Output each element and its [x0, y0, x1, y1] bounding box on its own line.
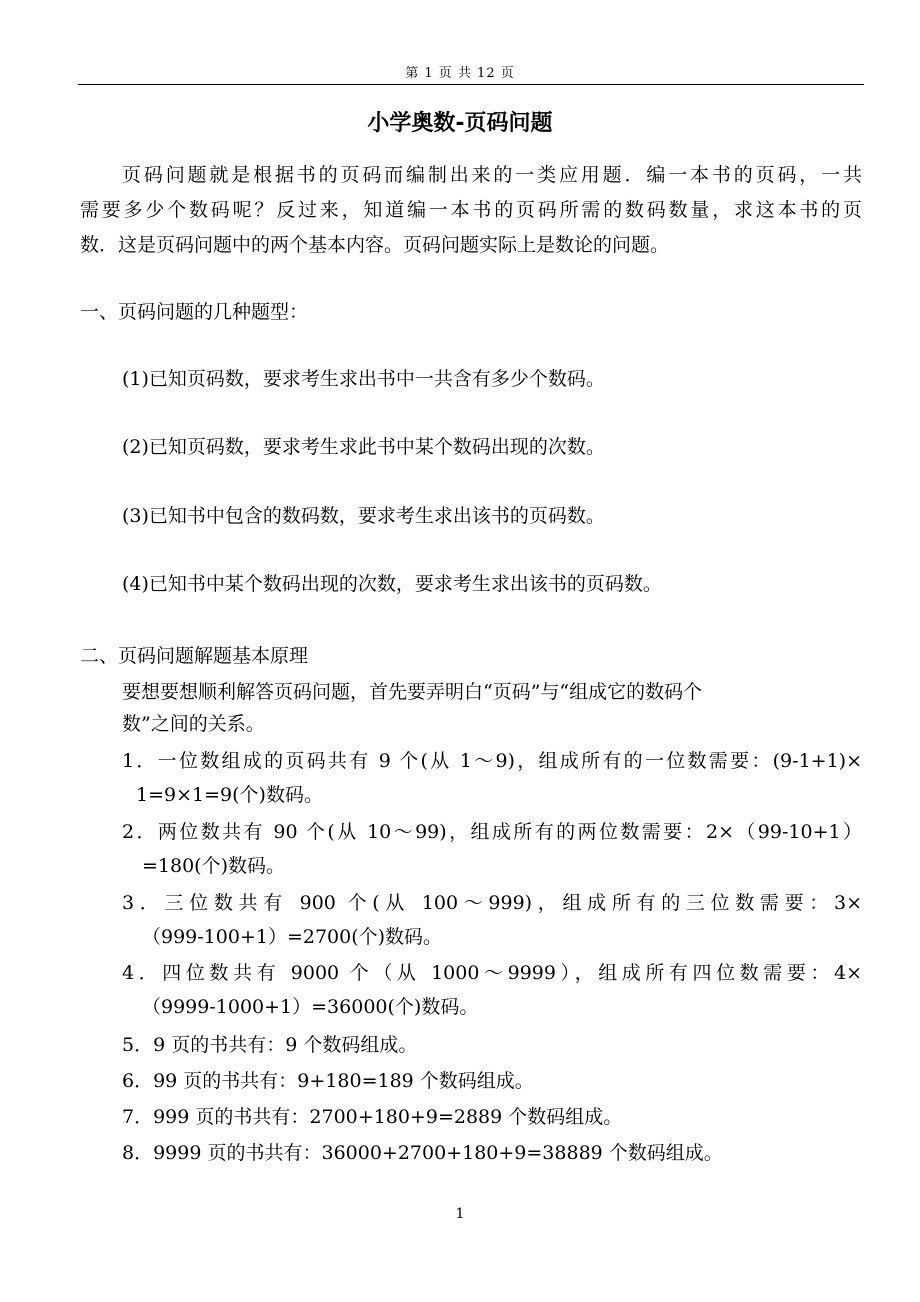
page-header: 第 1 页 共 12 页	[405, 66, 515, 81]
rule-4-line-1: 4．四位数共有 9000 个（从 1000～9999），组成所有四位数需要：4×	[122, 962, 862, 984]
section2-heading: 二、页码问题解题基本原理	[80, 645, 309, 667]
type-item-3: (3)已知书中包含的数码数，要求考生求出该书的页码数。	[122, 505, 605, 527]
section2-lead-line-1: 要想要想顺利解答页码问题，首先要弄明白“页码”与“组成它的数码个	[122, 681, 703, 703]
document-title: 小学奥数-页码问题	[367, 111, 553, 136]
rule-1-line-2: 1=9×1=9(个)数码。	[136, 784, 323, 806]
type-item-1: (1)已知页码数，要求考生求出书中一共含有多少个数码。	[122, 368, 605, 390]
total-item-8: 8．9999 页的书共有：36000+2700+180+9=38889 个数码组成。	[122, 1142, 723, 1164]
type-item-2: (2)已知页码数，要求考生求此书中某个数码出现的次数。	[122, 436, 605, 458]
rule-3-line-2: （999-100+1）=2700(个)数码。	[142, 926, 443, 948]
rule-1-line-1: 1．一位数组成的页码共有 9 个(从 1～9)，组成所有的一位数需要：(9-1+1)×	[122, 750, 862, 772]
total-item-5: 5．9 页的书共有：9 个数码组成。	[122, 1034, 418, 1056]
header-divider	[78, 84, 864, 85]
intro-line-2: 需要多少个数码呢？反过来，知道编一本书的页码所需的数码数量，求这本书的页	[80, 199, 862, 221]
intro-line-1: 页码问题就是根据书的页码而编制出来的一类应用题．编一本书的页码，一共	[122, 164, 862, 186]
total-item-6: 6．99 页的书共有：9+180=189 个数码组成。	[122, 1070, 534, 1092]
rule-4-line-2: （9999-1000+1）=36000(个)数码。	[142, 996, 479, 1018]
total-item-7: 7．999 页的书共有：2700+180+9=2889 个数码组成。	[122, 1106, 623, 1128]
section2-lead-line-2: 数”之间的关系。	[122, 713, 265, 735]
rule-2-line-1: 2．两位数共有 90 个(从 10～99)，组成所有的两位数需要：2×（99-10+1）	[122, 821, 862, 843]
intro-line-3: 数．这是页码问题中的两个基本内容。页码问题实际上是数论的问题。	[80, 234, 670, 256]
page-number: 1	[455, 1206, 465, 1222]
type-item-4: (4)已知书中某个数码出现的次数，要求考生求出该书的页码数。	[122, 573, 662, 595]
section1-heading: 一、页码问题的几种题型：	[80, 301, 309, 323]
rule-3-line-1: 3．三位数共有 900 个(从 100～999)，组成所有的三位数需要：3×	[122, 892, 862, 914]
rule-2-line-2: =180(个)数码。	[142, 855, 286, 877]
